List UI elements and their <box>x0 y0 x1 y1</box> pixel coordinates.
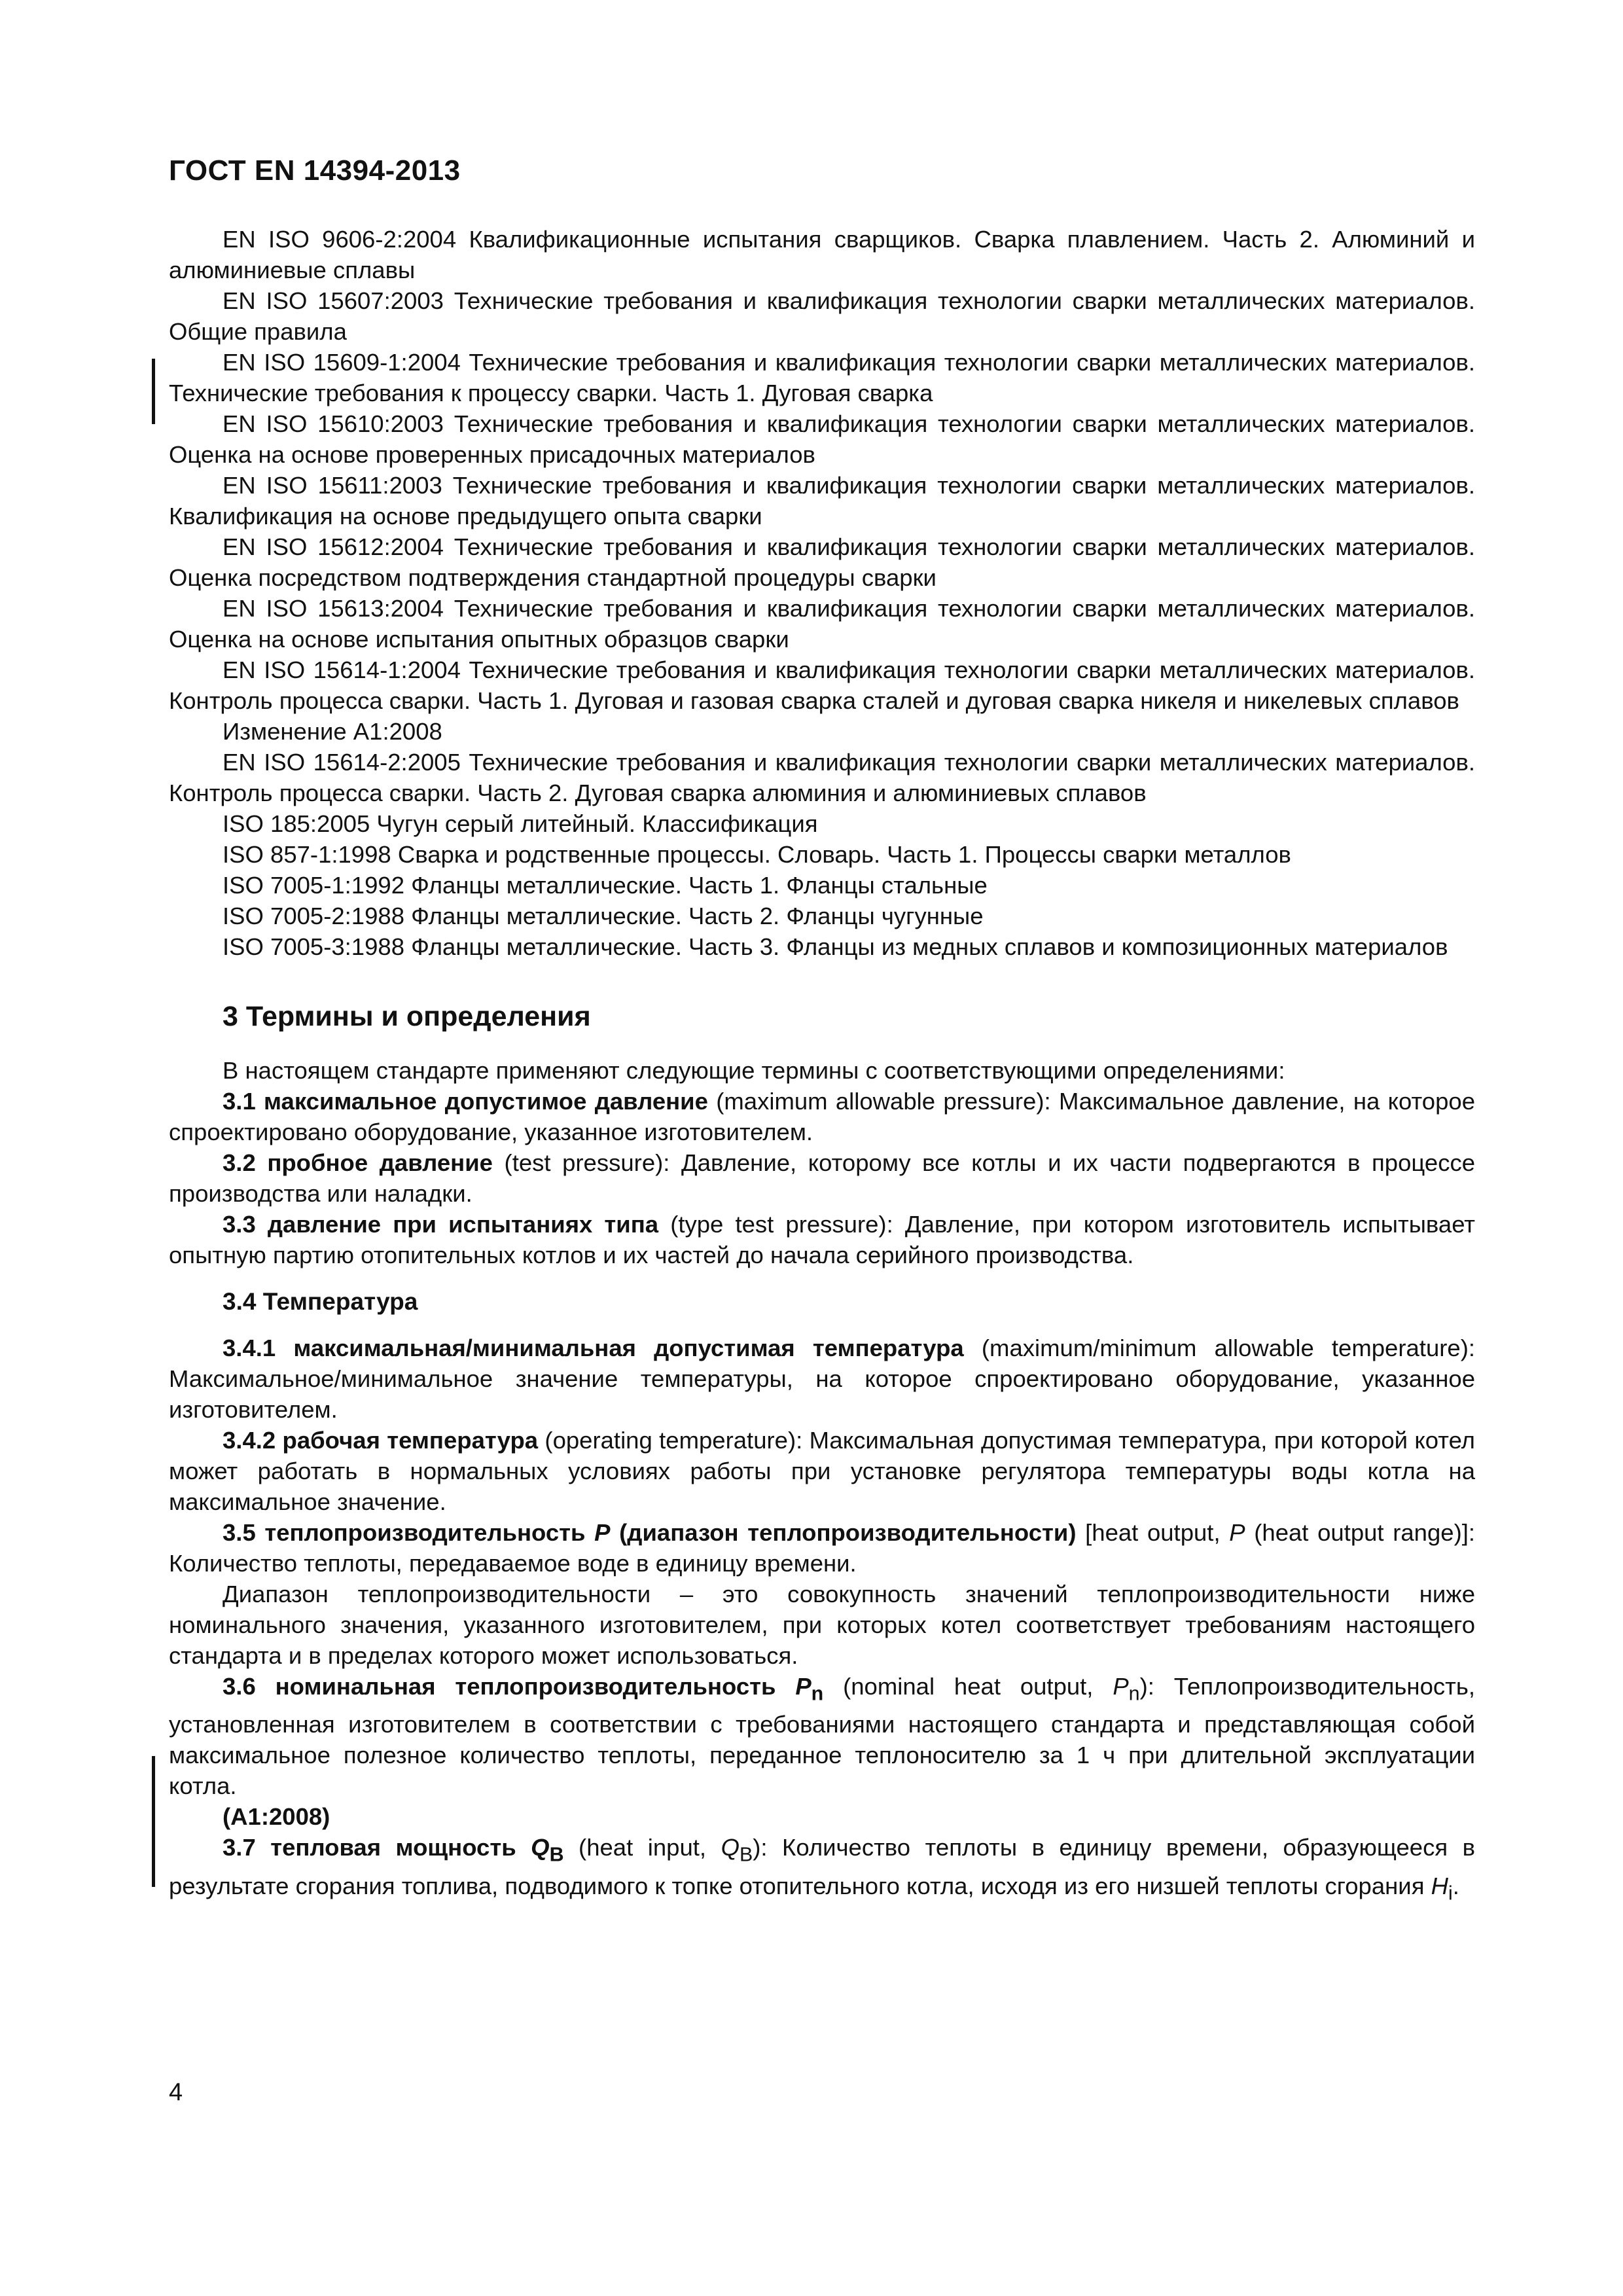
definition-3-1 <box>169 1086 1475 1147</box>
reference-item: EN ISO 15609-1:2004 Технические требования и квалификация технологии сварки металлических материалов. Технические требования к процессу сварки. Часть 1. Дуговая сварка <box>169 349 1475 406</box>
subsection-heading: 3.4 Температура <box>223 1288 418 1315</box>
definition-3-5 <box>169 1517 1475 1579</box>
subscript-i: i <box>1448 1881 1453 1904</box>
reference-item: ISO 185:2005 Чугун серый литейный. Классификация <box>223 810 818 837</box>
symbol-Q: Q <box>721 1834 740 1861</box>
definition-3-5-note: Диапазон теплопроизводительности – это совокупность значений теплопроизводительности ниже номинального значения, указанного изготовителем, при которых котел соответствует требованиям настоящего стандарта и в пределах которого может использоваться. <box>169 1581 1475 1669</box>
term-definition-part: ): Теплопроизводительность, установленная изготовителем в соответствии с требованиями настоящего стандарта и представляющая собой максимальное полезное количество теплоты, переданное теплоносителю за 1 ч при длительной эксплуатации котла. <box>169 1673 1476 1800</box>
page-body <box>169 224 1475 1909</box>
reference-item: ISO 7005-2:1988 Фланцы металлические. Часть 2. Фланцы чугунные <box>223 903 984 929</box>
term-name <box>223 1519 1076 1546</box>
symbol-P: P <box>1229 1519 1245 1546</box>
reference-item: EN ISO 15613:2004 Технические требования и квалификация технологии сварки металлических материалов. Оценка на основе испытания опытных образцов сварки <box>169 595 1475 653</box>
term-definition: (maximum/minimum allowable temperature): Максимальное/минимальное значение температуры, на которое спроектировано оборудование, указанное изготовителем. <box>169 1335 1476 1423</box>
term-definition-part: ): Количество теплоты в единицу времени, образующееся в результате сгорания топлива, подводимого к топке отопительного котла, исходя из его низшей теплоты сгорания <box>169 1834 1475 1899</box>
reference-item: EN ISO 15610:2003 Технические требования и квалификация технологии сварки металлических материалов. Оценка на основе проверенных присадочных материалов <box>169 410 1475 468</box>
definition-3-6 <box>169 1671 1475 1801</box>
reference-item: EN ISO 15611:2003 Технические требования и квалификация технологии сварки металлических материалов. Квалификация на основе предыдущего опыта сварки <box>169 472 1475 529</box>
term-definition-part: (heat input, <box>563 1834 721 1861</box>
definition-3-2 <box>169 1147 1475 1209</box>
term-name: 3.4.1 максимальная/минимальная допустимая температура <box>223 1335 964 1361</box>
term-definition: (type test pressure): Давление, при котором изготовитель испытывает опытную партию отопительных котлов и их частей до начала серийного производства. <box>169 1211 1476 1268</box>
term-name-part: 3.6 номинальная теплопроизводительность <box>223 1673 796 1700</box>
term-name: 3.1 максимальное допустимое давление <box>223 1088 708 1115</box>
amendment-note: Изменение A1:2008 <box>223 718 442 745</box>
term-definition-part: (heat output range)]: Количество теплоты, передаваемое воде в единицу времени. <box>169 1519 1475 1577</box>
subscript-B: B <box>549 1843 564 1866</box>
term-definition: (operating temperature): Максимальная допустимая температура, при которой котел может работать в нормальных условиях работы при установке регулятора температуры воды котла на максимальное значение. <box>169 1427 1475 1515</box>
reference-item: EN ISO 15614-2:2005 Технические требования и квалификация технологии сварки металлических материалов. Контроль процесса сварки. Часть 2. Дуговая сварка алюминия и алюминиевых сплавов <box>169 749 1475 806</box>
change-bar-definition-3-6 <box>152 1756 155 1887</box>
term-definition: (test pressure): Давление, которому все котлы и их части подвергаются в процессе производства или наладки. <box>169 1149 1475 1207</box>
reference-item: EN ISO 15607:2003 Технические требования и квалификация технологии сварки металлических материалов. Общие правила <box>169 287 1475 345</box>
term-definition-end: . <box>1452 1872 1459 1899</box>
amendment-label: (A1:2008) <box>223 1803 330 1831</box>
subscript-n: n <box>1128 1682 1140 1705</box>
term-definition-part: [heat output, <box>1076 1519 1230 1546</box>
reference-item: EN ISO 9606-2:2004 Квалификационные испытания сварщиков. Сварка плавлением. Часть 2. Алюминий и алюминиевые сплавы <box>169 226 1475 283</box>
reference-item: EN ISO 15612:2004 Технические требования и квалификация технологии сварки металлических материалов. Оценка посредством подтверждения стандартной процедуры сварки <box>169 533 1475 591</box>
term-name: 3.2 пробное давление <box>223 1149 493 1176</box>
definition-3-4-2 <box>169 1425 1475 1517</box>
symbol-H: H <box>1431 1872 1448 1899</box>
subscript-B: B <box>739 1843 753 1866</box>
subscript-n: n <box>811 1682 824 1705</box>
term-name: 3.3 давление при испытаниях типа <box>223 1211 659 1238</box>
reference-item: ISO 7005-1:1992 Фланцы металлические. Часть 1. Фланцы стальные <box>223 872 988 899</box>
reference-item: EN ISO 15614-1:2004 Технические требования и квалификация технологии сварки металлических материалов. Контроль процесса сварки. Часть 1. Дуговая и газовая сварка сталей и дуговая сварка никеля и никелевых сплавов <box>169 656 1475 714</box>
term-definition: (maximum allowable pressure): Максимальное давление, на которое спроектировано оборудование, указанное изготовителем. <box>169 1088 1476 1145</box>
section-heading: 3 Термины и определения <box>223 1001 591 1032</box>
term-name-part: 3.7 тепловая мощность <box>223 1834 531 1861</box>
document-header: ГОСТ EN 14394-2013 <box>169 154 461 187</box>
symbol-P: P <box>1113 1673 1129 1700</box>
symbol-Q: Q <box>531 1834 550 1861</box>
amendment-marker <box>169 1801 1475 1832</box>
page-number: 4 <box>169 2079 183 2106</box>
term-name-part: (диапазон теплопроизводительности) <box>610 1519 1077 1546</box>
term-name-part: 3.5 теплопроизводительность <box>223 1519 595 1546</box>
reference-item: ISO 7005-3:1988 Фланцы металлические. Часть 3. Фланцы из медных сплавов и композиционных материалов <box>223 933 1448 960</box>
definition-3-4-1 <box>169 1333 1475 1425</box>
symbol-P: P <box>795 1673 812 1700</box>
term-name <box>223 1834 564 1866</box>
reference-item: ISO 857-1:1998 Сварка и родственные процессы. Словарь. Часть 1. Процессы сварки металлов <box>223 841 1291 868</box>
symbol-P: P <box>594 1519 611 1546</box>
definition-3-7 <box>169 1832 1475 1909</box>
term-name <box>223 1673 824 1705</box>
term-definition-part: (nominal heat output, <box>823 1673 1113 1700</box>
section-intro: В настоящем стандарте применяют следующие термины с соответствующими определениями: <box>223 1057 1285 1084</box>
term-name: 3.4.2 рабочая температура <box>223 1427 539 1454</box>
definition-3-3 <box>169 1209 1475 1270</box>
change-bar-references <box>152 359 155 424</box>
